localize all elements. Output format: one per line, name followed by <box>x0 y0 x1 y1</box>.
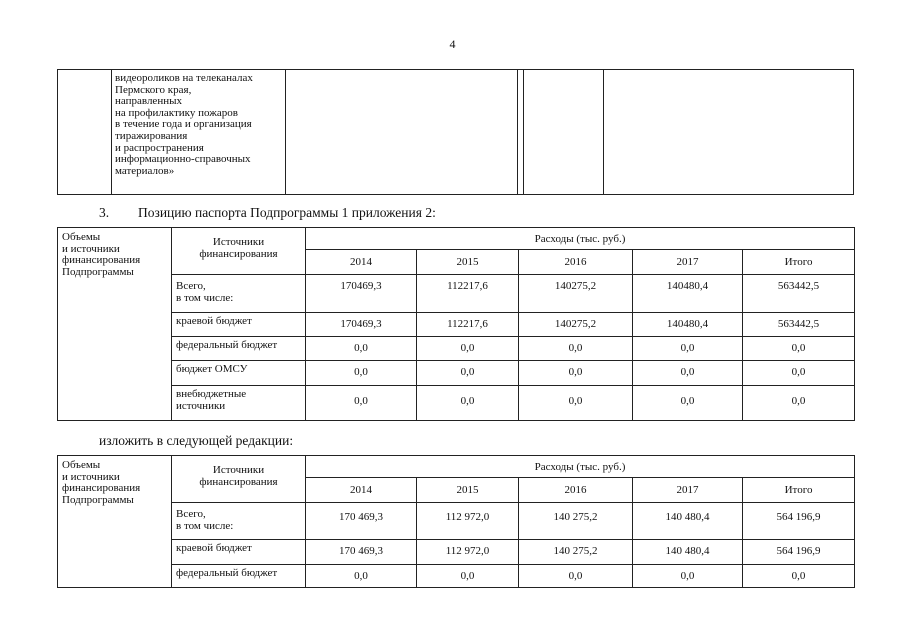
value-cell: 170469,3 <box>306 313 417 337</box>
value-cell: 140480,4 <box>633 313 743 337</box>
value-cell: 0,0 <box>633 337 743 361</box>
value-cell: 112 972,0 <box>417 503 519 540</box>
replace-heading: изложить в следующей редакции: <box>99 433 294 448</box>
value-cell: 0,0 <box>306 337 417 361</box>
source-cell: краевой бюджет <box>172 540 306 565</box>
source-cell: внебюджетные источники <box>172 386 306 421</box>
year-header: 2014 <box>306 250 417 275</box>
value-cell: 140 275,2 <box>519 503 633 540</box>
value-cell: 564 196,9 <box>743 503 855 540</box>
value-cell: 0,0 <box>417 361 519 386</box>
table-row <box>58 70 854 195</box>
table-cell <box>112 70 286 195</box>
financing-table-new <box>57 455 855 588</box>
table-row <box>58 565 855 588</box>
expenses-header: Расходы (тыс. руб.) <box>306 228 855 250</box>
continuation-text: видеороликов на телеканалах Пермского края, направленных на профилактику пожаров в течение года и организация тиражирования и распространения информационно-справочных материалов» <box>115 72 253 177</box>
value-cell: 0,0 <box>519 386 633 421</box>
table-row <box>58 275 855 313</box>
table-row <box>58 313 855 337</box>
table-row <box>58 540 855 565</box>
value-cell: 0,0 <box>306 565 417 588</box>
value-cell: 112217,6 <box>417 275 519 313</box>
value-cell: 0,0 <box>633 565 743 588</box>
year-header: 2017 <box>633 250 743 275</box>
value-cell: 112217,6 <box>417 313 519 337</box>
table-row <box>58 503 855 540</box>
value-cell: 564 196,9 <box>743 540 855 565</box>
table-cell <box>286 70 518 195</box>
continuation-table <box>57 69 854 195</box>
value-cell: 140275,2 <box>519 313 633 337</box>
table-header-row <box>58 456 855 478</box>
value-cell: 0,0 <box>743 565 855 588</box>
year-header: 2016 <box>519 478 633 503</box>
value-cell: 0,0 <box>519 565 633 588</box>
value-cell: 140480,4 <box>633 275 743 313</box>
value-cell: 0,0 <box>417 337 519 361</box>
table-row <box>58 337 855 361</box>
value-cell: 563442,5 <box>743 313 855 337</box>
source-cell: бюджет ОМСУ <box>172 361 306 386</box>
value-cell: 140 275,2 <box>519 540 633 565</box>
value-cell: 0,0 <box>306 361 417 386</box>
value-cell: 0,0 <box>743 386 855 421</box>
financing-label: Объемы и источники финансирования Подпрограммы <box>58 228 172 421</box>
expenses-header: Расходы (тыс. руб.) <box>306 456 855 478</box>
value-cell: 140 480,4 <box>633 540 743 565</box>
source-cell: Всего, в том числе: <box>172 275 306 313</box>
source-cell: Всего, в том числе: <box>172 503 306 540</box>
source-cell: федеральный бюджет <box>172 337 306 361</box>
value-cell: 0,0 <box>519 361 633 386</box>
total-header: Итого <box>743 250 855 275</box>
table-row <box>58 386 855 421</box>
year-header: 2016 <box>519 250 633 275</box>
value-cell: 170 469,3 <box>306 503 417 540</box>
year-header: 2015 <box>417 250 519 275</box>
value-cell: 0,0 <box>417 386 519 421</box>
year-header: 2014 <box>306 478 417 503</box>
value-cell: 0,0 <box>633 361 743 386</box>
value-cell: 170 469,3 <box>306 540 417 565</box>
table-row <box>58 361 855 386</box>
value-cell: 0,0 <box>743 337 855 361</box>
value-cell: 140 480,4 <box>633 503 743 540</box>
table-cell <box>604 70 854 195</box>
value-cell: 0,0 <box>519 337 633 361</box>
value-cell: 0,0 <box>743 361 855 386</box>
source-cell: федеральный бюджет <box>172 565 306 588</box>
section-number: 3. <box>99 205 110 220</box>
section-heading <box>99 205 436 221</box>
value-cell: 0,0 <box>306 386 417 421</box>
table-cell <box>58 70 112 195</box>
section-text: Позицию паспорта Подпрограммы 1 приложения 2: <box>138 205 436 220</box>
total-header: Итого <box>743 478 855 503</box>
value-cell: 140275,2 <box>519 275 633 313</box>
year-header: 2015 <box>417 478 519 503</box>
value-cell: 112 972,0 <box>417 540 519 565</box>
source-cell: краевой бюджет <box>172 313 306 337</box>
page-number: 4 <box>449 37 456 51</box>
year-header: 2017 <box>633 478 743 503</box>
sources-header: Источники финансирования <box>172 456 306 503</box>
value-cell: 563442,5 <box>743 275 855 313</box>
value-cell: 0,0 <box>633 386 743 421</box>
sources-header: Источники финансирования <box>172 228 306 275</box>
table-cell <box>524 70 604 195</box>
financing-table-old <box>57 227 855 421</box>
value-cell: 170469,3 <box>306 275 417 313</box>
table-header-row <box>58 228 855 250</box>
financing-label: Объемы и источники финансирования Подпрограммы <box>58 456 172 588</box>
value-cell: 0,0 <box>417 565 519 588</box>
